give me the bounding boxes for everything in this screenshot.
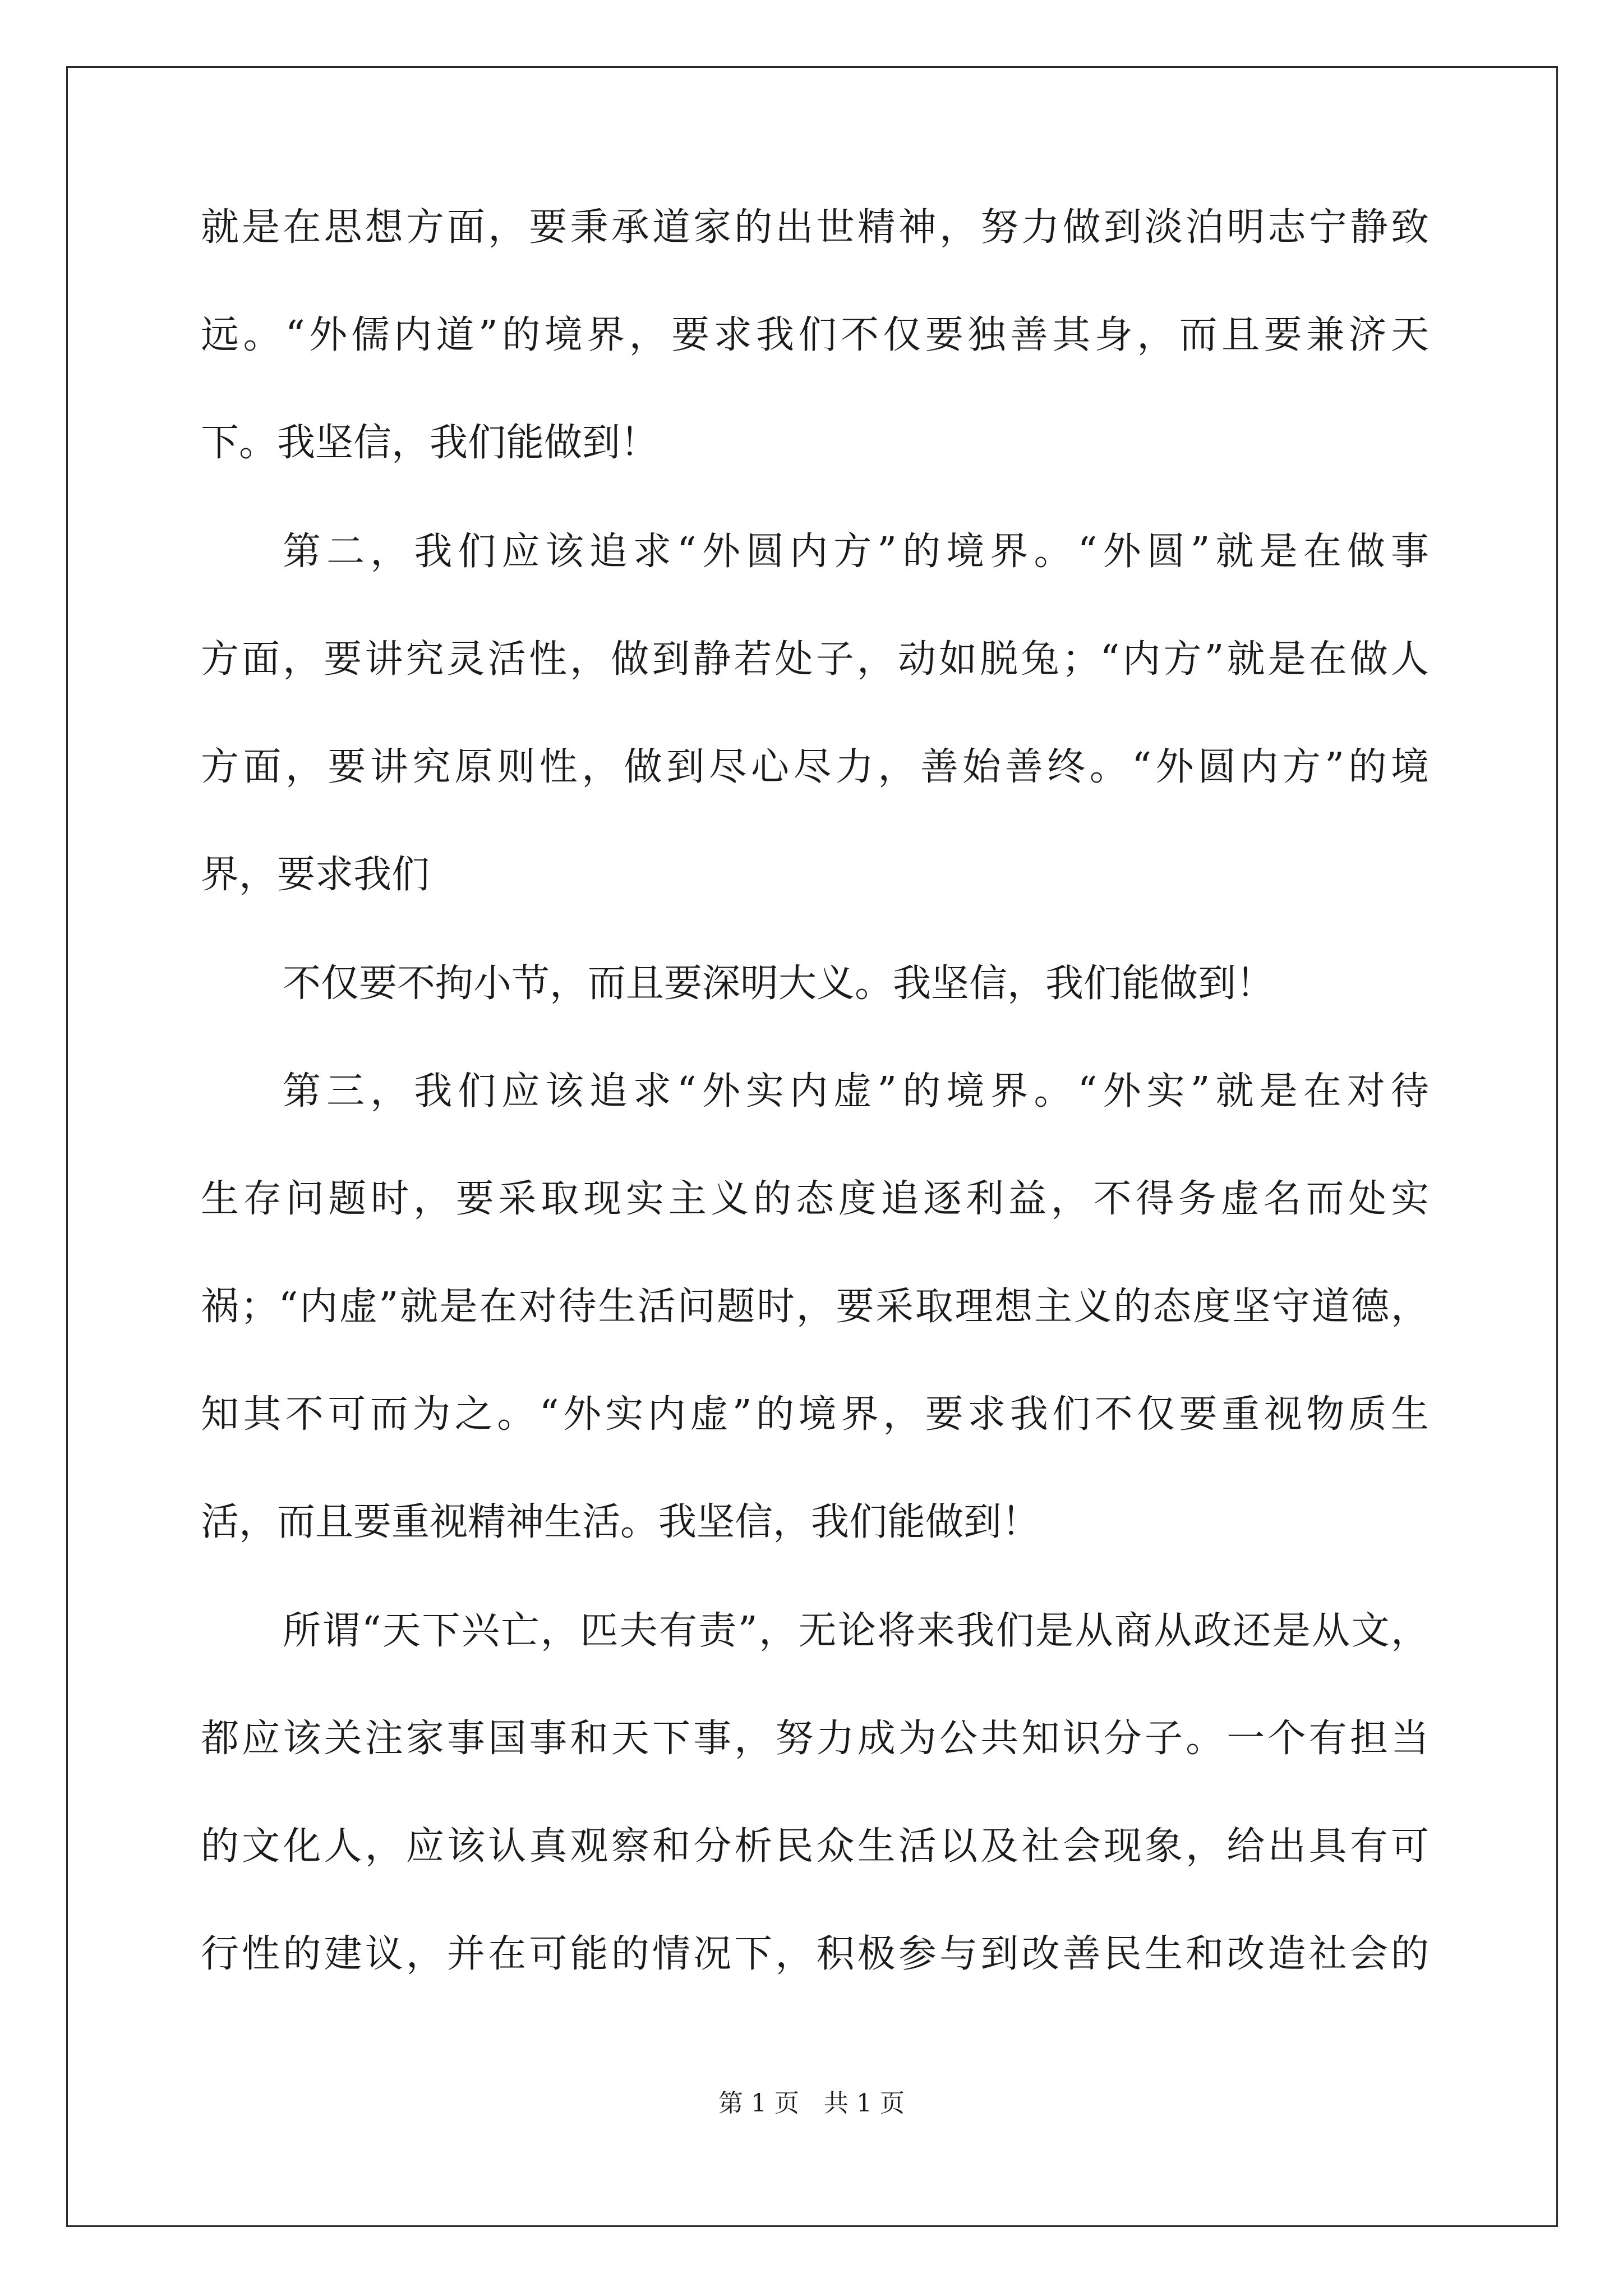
text-line: 不仅要不拘小节，而且要深明大义。我坚信，我们能做到！	[283, 961, 1275, 1006]
text-line: 所谓“天下兴亡，匹夫有责”，无论将来我们是从商从政还是从文，	[283, 1609, 1429, 1653]
text-line: 下。我坚信，我们能做到！	[201, 421, 659, 465]
text-line: 方面，要讲究原则性，做到尽心尽力，善始善终。“外圆内方”的境	[201, 745, 1429, 789]
text-line: 行性的建议，并在可能的情况下，积极参与到改善民生和改造社会的	[201, 1932, 1429, 1976]
text-line: 远。“外儒内道”的境界，要求我们不仅要独善其身，而且要兼济天	[201, 313, 1429, 357]
text-line: 的文化人，应该认真观察和分析民众生活以及社会现象，给出具有可	[201, 1824, 1429, 1869]
text-line: 就是在思想方面，要秉承道家的出世精神，努力做到淡泊明志宁静致	[201, 205, 1429, 250]
page-footer: 第 1 页 共 1 页	[718, 2089, 905, 2118]
text-line: 知其不可而为之。“外实内虚”的境界，要求我们不仅要重视物质生	[201, 1392, 1429, 1437]
text-line: 活，而且要重视精神生活。我坚信，我们能做到！	[201, 1500, 1040, 1544]
text-line: 第二，我们应该追求“外圆内方”的境界。“外圆”就是在做事	[283, 530, 1429, 574]
text-line: 生存问题时，要采取现实主义的态度追逐利益，不得务虚名而处实	[201, 1177, 1429, 1221]
text-line: 都应该关注家事国事和天下事，努力成为公共知识分子。一个有担当	[201, 1717, 1429, 1761]
page-frame	[66, 66, 1558, 2227]
text-line: 界，要求我们	[201, 853, 430, 897]
text-line: 第三，我们应该追求“外实内虚”的境界。“外实”就是在对待	[283, 1069, 1429, 1114]
text-line: 祸；“内虚”就是在对待生活问题时，要采取理想主义的态度坚守道德，	[201, 1285, 1429, 1329]
text-line: 方面，要讲究灵活性，做到静若处子，动如脱兔；“内方”就是在做人	[201, 637, 1429, 682]
